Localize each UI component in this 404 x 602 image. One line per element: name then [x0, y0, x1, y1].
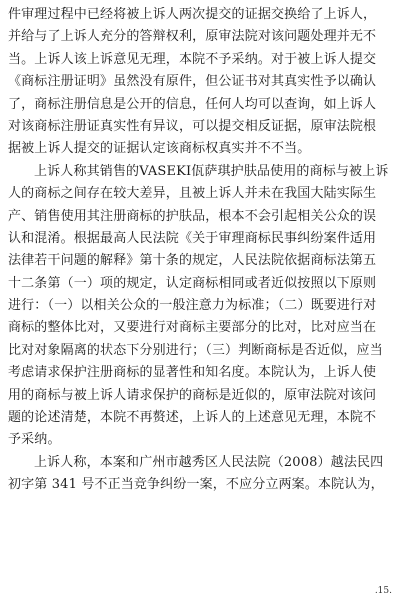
text-line: 认和混淆。根据最高人民法院《关于审理商标民事纠纷案件适用 [8, 230, 377, 246]
text-line: 用的商标与被上诉人请求保护的商标是近似的，原审法院对该问 [8, 387, 377, 403]
text-line: 对该商标注册证真实性有异议，可以提交相反证据，原审法院根 [8, 118, 377, 134]
text-line: 商标的整体比对，又要进行对商标主要部分的比对，比对应当在 [8, 320, 377, 336]
text-line: 件审理过程中已经将被上诉人两次提交的证据交换给了上诉人， [8, 7, 377, 22]
text-line: 了，商标注册信息是公开的信息，任何人均可以查询，如上诉人 [8, 96, 377, 112]
text-line: 《商标注册证明》虽然没有原件，但公证书对其真实性予以确认 [8, 74, 377, 90]
text-line: 人的商标之间存在较大差异，且被上诉人并未在我国大陆实际生 [8, 186, 377, 202]
paragraph-1 [8, 4, 396, 161]
document-body [8, 4, 396, 497]
text-line: 初字第 341 号不正当竞争纠纷一案，不应分立两案。本院认为， [8, 477, 384, 493]
text-line: 产、销售使用其注册商标的护肤品，根本不会引起相关公众的误 [8, 208, 377, 224]
text-line: 并给与了上诉人充分的答辩权利，原审法院对该问题处理并无不 [8, 29, 377, 45]
text-line: 予采纳。 [8, 432, 61, 448]
paragraph-3 [8, 452, 396, 497]
text-line: 上诉人称，本案和广州市越秀区人民法院（2008）越法民四 [34, 454, 384, 470]
text-line: 十二条第（一）项的规定，认定商标相同或者近似按照以下原则 [8, 275, 377, 291]
paragraph-2 [8, 161, 396, 452]
text-line: 题的论述清楚，本院不再赘述，上诉人的上述意见无理，本院不 [8, 410, 377, 426]
text-line: 考虑请求保护注册商标的显著性和知名度。本院认为，上诉人使 [8, 365, 377, 381]
text-line: 据被上诉人提交的证据认定该商标权真实并不不当。 [8, 141, 311, 157]
page-number: .15. [374, 586, 392, 596]
text-line: 进行：（一）以相关公众的一般注意力为标准；（二）既要进行对 [8, 298, 377, 314]
text-line: 法律若干问题的解释》第十条的规定，人民法院依据商标法第五 [8, 253, 377, 269]
text-line: 比对对象隔离的状态下分别进行；（三）判断商标是否近似，应当 [8, 342, 383, 358]
text-line: 上诉人称其销售的VASEKI佤萨琪护肤品使用的商标与被上诉 [34, 163, 389, 179]
text-line: 当。上诉人该上诉意见无理，本院不予采纳。对于被上诉人提交 [8, 51, 377, 67]
